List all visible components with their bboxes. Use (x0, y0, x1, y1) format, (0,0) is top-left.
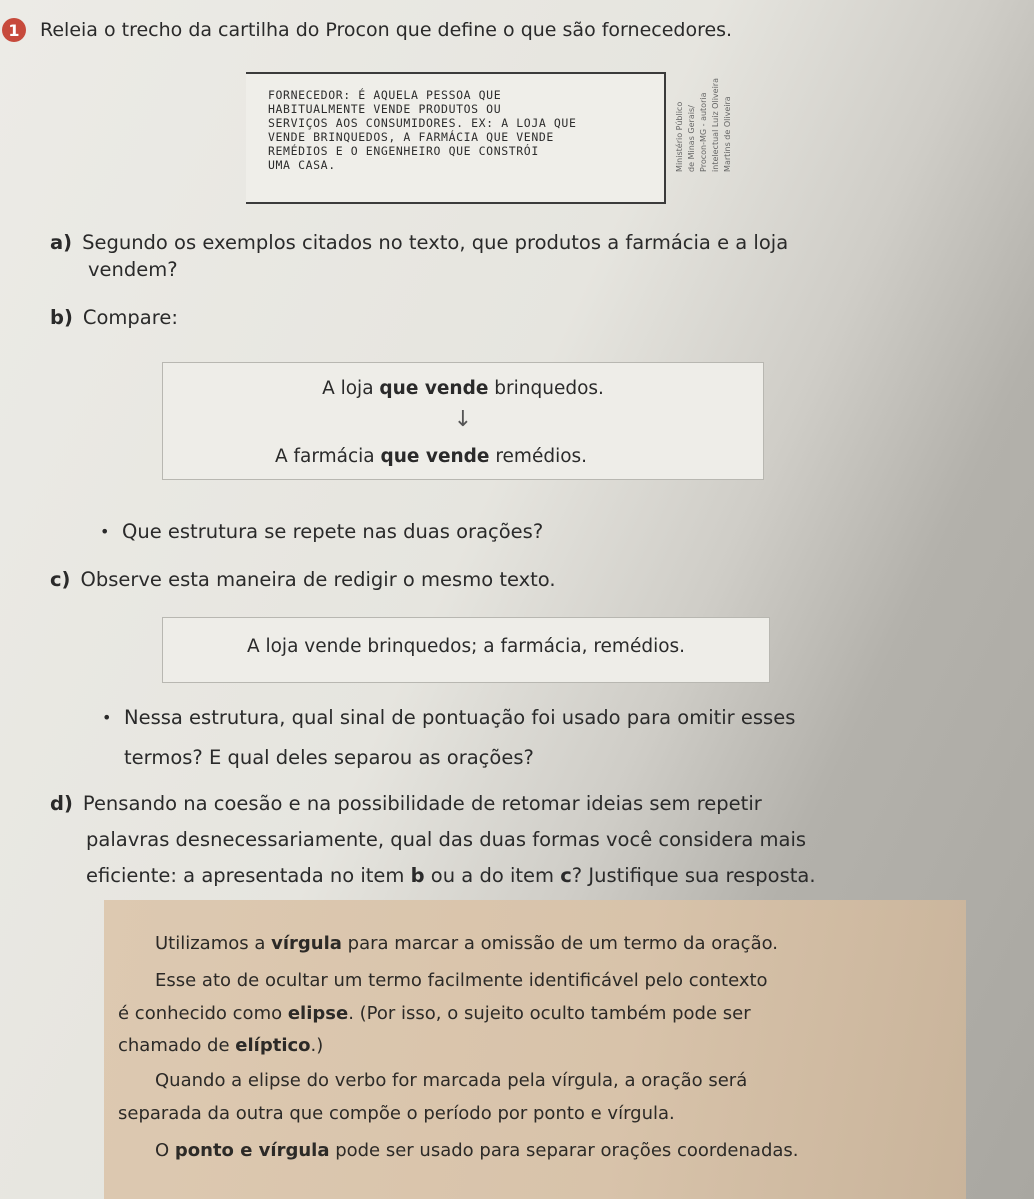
item-c-bullet-line1: • Nessa estrutura, qual sinal de pontuação foi usado para omitir esses (124, 704, 795, 732)
item-c-heading: c) Observe esta maneira de redigir o mesmo texto. (50, 568, 556, 591)
concept-line7: O ponto e vírgula pode ser usado para separar orações coordenadas. (155, 1140, 799, 1161)
item-b-heading: b) Compare: (50, 306, 178, 329)
compare-sentence-2: A farmácia que vende remédios. (274, 446, 588, 467)
item-a-line2: vendem? (88, 258, 178, 281)
concept-line6: separada da outra que compõe o período por ponto e vírgula. (118, 1103, 675, 1124)
concept-line2: Esse ato de ocultar um termo facilmente identificável pelo contexto (155, 970, 768, 991)
rewrite-sentence: A loja vende brinquedos; a farmácia, remédios. (246, 636, 686, 657)
compare-sentence-1: A loja que vende brinquedos. (322, 378, 604, 399)
concept-line4: chamado de elíptico.) (118, 1035, 324, 1056)
item-d-line1: d) Pensando na coesão e na possibilidade de retomar ideias sem repetir (50, 792, 762, 815)
item-d-line3: eficiente: a apresentada no item b ou a do item c? Justifique sua resposta. (86, 864, 816, 887)
item-d-line2: palavras desnecessariamente, qual das duas formas você considera mais (86, 828, 807, 851)
excerpt-text: FORNECEDOR: É AQUELA PESSOA QUE HABITUALMENTE VENDE PRODUTOS OU SERVIÇOS AOS CONSUMIDORES. EX: A LOJA QUE VENDE BRINQUEDOS, A FARMÁCIA QUE VENDE REMÉDIOS E O ENGENHEIRO QUE CONSTRÓI UMA CASA. (268, 88, 577, 172)
item-c-bullet-line2: termos? E qual deles separou as orações? (124, 746, 534, 769)
item-a-line1: a) Segundo os exemplos citados no texto, que produtos a farmácia e a loja (50, 231, 789, 254)
concept-line5: Quando a elipse do verbo for marcada pela vírgula, a oração será (155, 1070, 748, 1091)
concept-line1: Utilizamos a vírgula para marcar a omissão de um termo da oração. (155, 933, 779, 954)
down-arrow-icon: ↓ (453, 407, 473, 432)
question-number-badge: 1 (2, 18, 26, 42)
concept-line3: é conhecido como elipse. (Por isso, o sujeito oculto também pode ser (118, 1003, 751, 1024)
item-b-bullet-question: • Que estrutura se repete nas duas orações? (122, 518, 543, 546)
question-prompt: Releia o trecho da cartilha do Procon que define o que são fornecedores. (40, 19, 733, 41)
excerpt-credit: Ministério Público de Minas Gerais/ Procon-MG - autoria intelectual Luiz Oliveira Martins de Oliveira (675, 78, 732, 172)
